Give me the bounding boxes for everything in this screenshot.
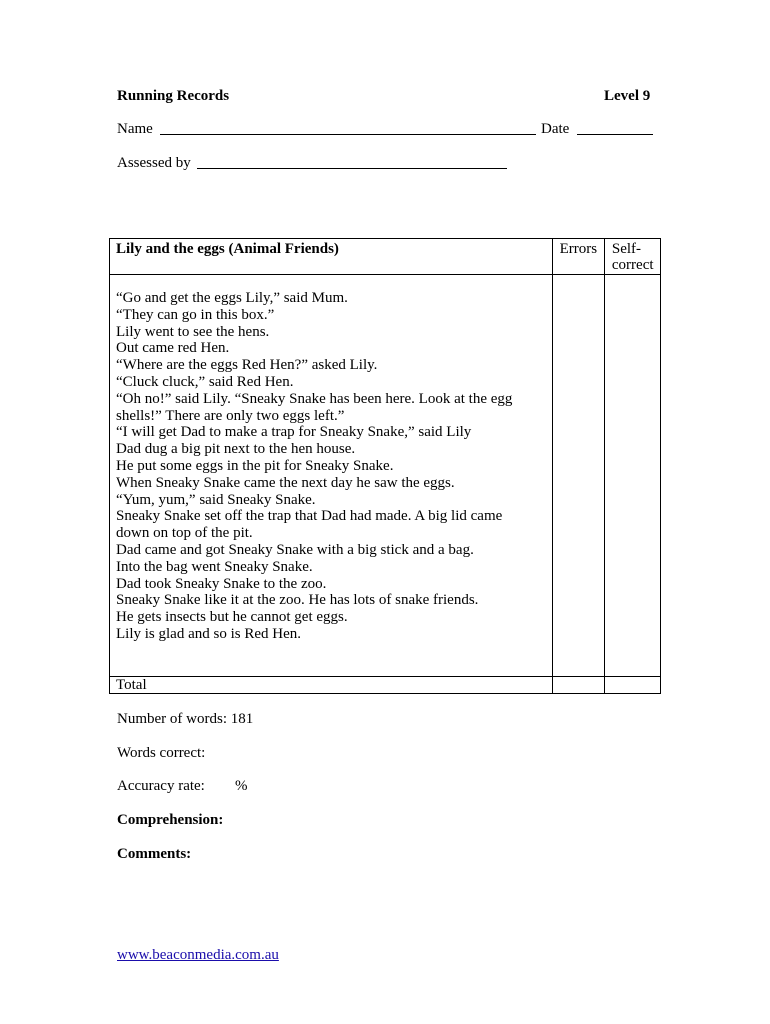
total-row (110, 677, 661, 694)
story-line: Dad came and got Sneaky Snake with a big stick and a bag. (116, 541, 474, 558)
comments-label: Comments: (117, 846, 192, 862)
assessed-by-label: Assessed by (117, 155, 191, 171)
website-link[interactable]: www.beaconmedia.com.au (117, 947, 279, 963)
story-line: Into the bag went Sneaky Snake. (116, 558, 313, 575)
story-line: He put some eggs in the pit for Sneaky Snake. (116, 457, 394, 474)
story-line: Dad dug a big pit next to the hen house. (116, 441, 356, 458)
errors-header: Errors (552, 239, 604, 275)
level-label: Level 9 (604, 88, 651, 104)
story-line: Sneaky Snake set off the trap that Dad had made. A big lid came (116, 508, 503, 525)
story-line: down on top of the pit. (116, 525, 253, 542)
story-text (110, 275, 553, 677)
errors-cell[interactable] (552, 275, 604, 677)
total-label: Total (110, 677, 553, 694)
story-line: Out came red Hen. (116, 340, 230, 357)
story-lines (116, 290, 546, 643)
story-line: When Sneaky Snake came the next day he saw the eggs. (116, 474, 455, 491)
self-correct-cell[interactable] (604, 275, 660, 677)
date-field[interactable] (577, 134, 653, 135)
self-correct-header-line1: Self- (611, 241, 642, 257)
story-line: “They can go in this box.” (116, 306, 275, 323)
story-line: “Oh no!” said Lily. “Sneaky Snake has been here. Look at the egg (116, 390, 513, 407)
table-header-row (110, 239, 661, 275)
story-line: shells!” There are only two eggs left.” (116, 407, 345, 424)
name-field[interactable] (160, 134, 536, 135)
accuracy-percent-sign: % (235, 778, 248, 794)
story-line: He gets insects but he cannot get eggs. (116, 609, 348, 626)
words-correct-label: Words correct: (117, 745, 206, 761)
accuracy-rate-label: Accuracy rate: (117, 778, 205, 794)
page-title: Running Records (117, 88, 230, 104)
story-title: Lily and the eggs (Animal Friends) (110, 239, 553, 275)
self-correct-header (604, 239, 660, 275)
story-line: “Cluck cluck,” said Red Hen. (116, 373, 294, 390)
assessed-by-field[interactable] (197, 168, 507, 169)
running-record-table (109, 238, 661, 694)
story-line: Dad took Sneaky Snake to the zoo. (116, 575, 327, 592)
errors-total-cell[interactable] (552, 677, 604, 694)
self-correct-header-line2: correct (611, 257, 654, 273)
story-line: Lily is glad and so is Red Hen. (116, 625, 301, 642)
story-line: “Yum, yum,” said Sneaky Snake. (116, 491, 316, 508)
story-line: “Where are the eggs Red Hen?” asked Lily. (116, 357, 378, 374)
comprehension-label: Comprehension: (117, 812, 224, 828)
self-correct-total-cell[interactable] (604, 677, 660, 694)
story-line: Lily went to see the hens. (116, 323, 270, 340)
story-line: “I will get Dad to make a trap for Sneaky Snake,” said Lily (116, 424, 472, 441)
story-row (110, 275, 661, 677)
date-label: Date (541, 121, 570, 137)
story-line: “Go and get the eggs Lily,” said Mum. (116, 290, 348, 306)
name-label: Name (117, 121, 153, 137)
number-of-words: Number of words: 181 (117, 711, 254, 727)
story-line: Sneaky Snake like it at the zoo. He has lots of snake friends. (116, 592, 479, 609)
